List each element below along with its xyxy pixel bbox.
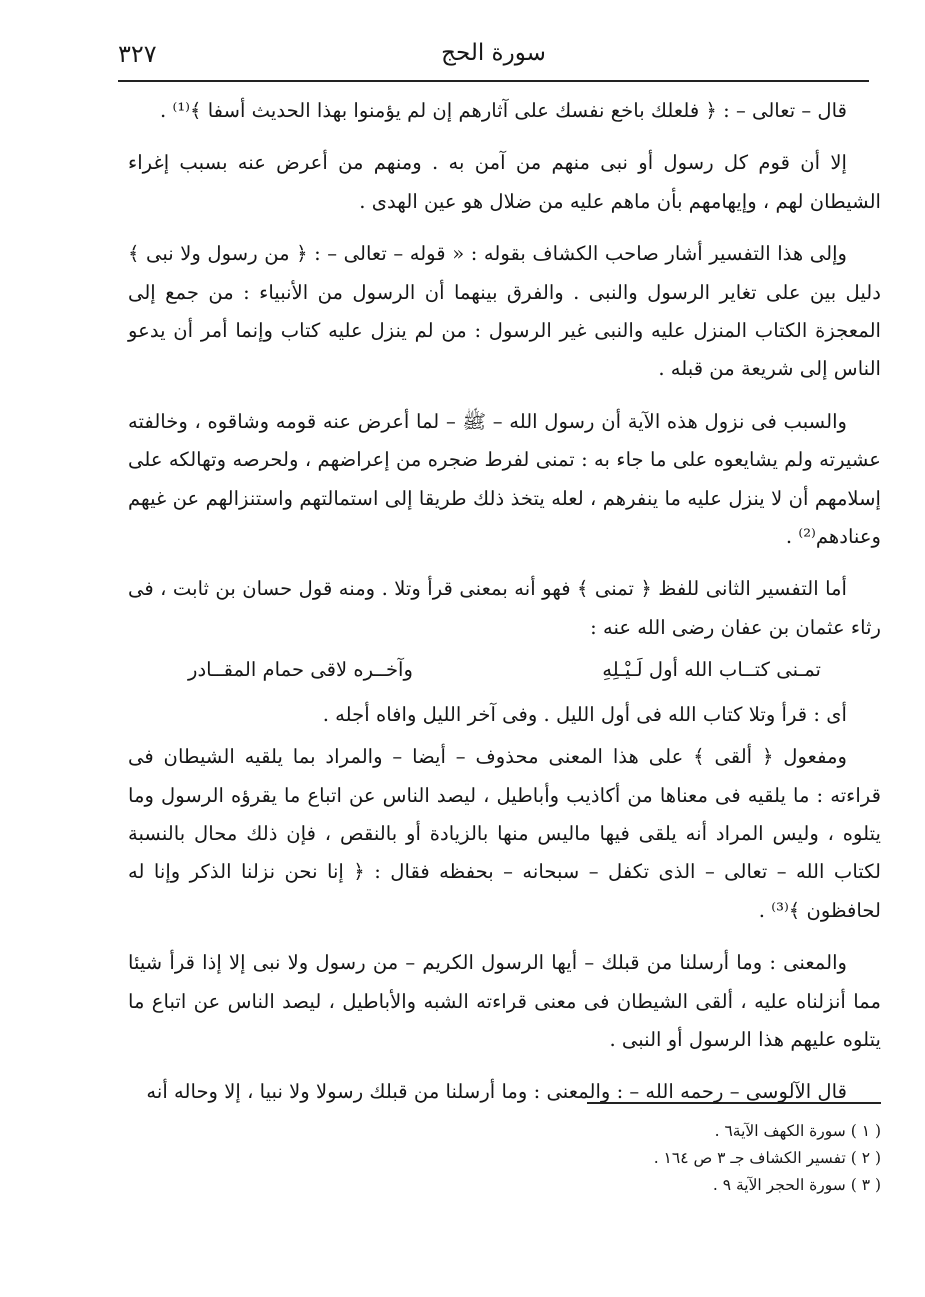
paragraph-3: وإلى هذا التفسير أشار صاحب الكشاف بقوله : « قوله – تعالى – : ﴿ من رسول ولا نبى ﴾ دليل بين على تغاير الرسول والنبى . والفرق بينهما أن الرسول من الأنبياء : من جمع إلى المعجزة الكتاب المنزل عليه والنبى غير الرسول : من لم ينزل عليه كتاب وإنما أمر أن يدعو الناس إلى شريعة من قبله . [128, 242, 881, 381]
paragraph-6: أى : قرأ وتلا كتاب الله فى أول الليل . وفى آخر الليل وافاه أجله . [322, 702, 847, 726]
paragraph-2: إلا أن قوم كل رسول أو نبى منهم من آمن به . ومنهم من أعرض عنه بسبب إغراء الشيطان لهم ، وإيهامهم بأن ماهم عليه من ضلال هو عين الهدى . [128, 151, 881, 213]
paragraph-5: أما التفسير الثانى للفظ ﴿ تمنى ﴾ فهو أنه بمعنى قرأ وتلا . ومنه قول حسان بن ثابت ، فى رثاء عثمان بن عفان رضى الله عنه : [128, 577, 881, 639]
paragraph-9: قال الآلوسى – رحمه الله – : والمعنى : وما أرسلنا من قبلك رسولا ولا نبيا ، إلا وحاله أنه [146, 1080, 847, 1104]
header-divider [118, 80, 869, 82]
surah-title: سورة الحج [441, 40, 546, 66]
page-header [118, 28, 869, 84]
verse-first-hemistich: تمـنى كتــاب الله أول لَـيْـلِهِ [602, 658, 821, 682]
paragraph-1: قال – تعالى – : ﴿ فلعلك باخع نفسك على آثارهم إن لم يؤمنوا بهذا الحديث أسفا ﴾⁽¹⁾ . [160, 99, 847, 122]
page-body [128, 92, 881, 1126]
footnote-2: ( ٢ ) تفسير الكشاف جـ ٣ ص ١٦٤ . [653, 1149, 881, 1167]
verse-second-hemistich: وآخــره لاقى حمام المقــادر [188, 658, 413, 682]
footnotes [381, 1118, 881, 1199]
page-number: ٣٢٧ [118, 40, 157, 68]
footnote-1: ( ١ ) سورة الكهف الآية٦ . [714, 1122, 881, 1140]
poetry-verse [128, 651, 881, 689]
footnote-3: ( ٣ ) سورة الحجر الآية ٩ . [712, 1176, 881, 1194]
paragraph-4: والسبب فى نزول هذه الآية أن رسول الله – ﷺ – لما أعرض عنه قومه وشاقوه ، وخالفته عشيرته ولم يشايعوه على ما جاء به : تمنى لفرط ضجره من إعراضهم ، ولحرصه وتهالكه على إسلامهم أن لا ينزل عليه ما ينفرهم ، لعله يتخذ ذلك طريقا إلى استمالتهم واستنزالهم عن غيهم وعنادهم⁽²⁾ . [128, 409, 881, 549]
paragraph-8: والمعنى : وما أرسلنا من قبلك – أيها الرسول الكريم – من رسول ولا نبى إلا إذا قرأ شيئا مما أنزلناه عليه ، ألقى الشيطان فى معنى قراءته الشبه والأباطيل ، ليصد الناس عن اتباع ما يتلوه عليهم هذا الرسول أو النبى . [128, 951, 881, 1051]
footnote-divider [587, 1102, 881, 1104]
paragraph-7: ومفعول ﴿ ألقى ﴾ على هذا المعنى محذوف – أيضا – والمراد بما يلقيه الشيطان فى قراءته : ما يلقيه فى معناها من أكاذيب وأباطيل ، ليصد الناس عن اتباع ما يقرؤه الرسول وما يتلوه ، وليس المراد أنه يلقى فيها ماليس منها بالزيادة أو بالنقص ، فإن ذلك محال بالنسبة لكتاب الله – تعالى – الذى تكفل – سبحانه – بحفظه فقال : ﴿ إنا نحن نزلنا الذكر وإنا له لحافظون ﴾⁽³⁾ . [128, 745, 881, 922]
